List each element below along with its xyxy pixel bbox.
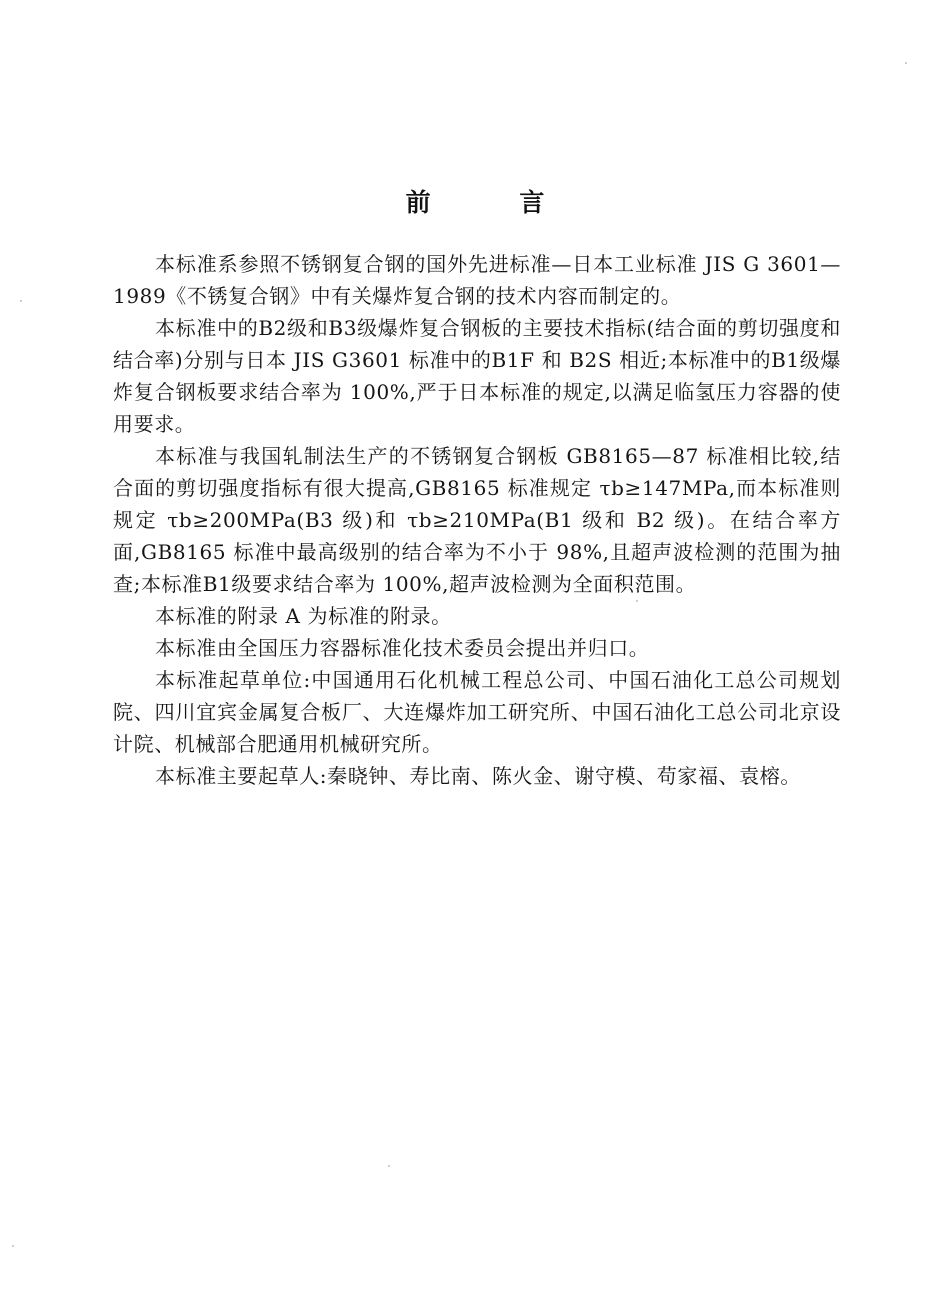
paragraph-comparison-gb8165: 本标准与我国轧制法生产的不锈钢复合钢板 GB8165—87 标准相比较,结合面的剪切强度指标有很大提高,GB8165 标准规定 τb≥147MPa,而本标准则规定 τb≥200MPa(B3 级)和 τb≥210MPa(B1 级和 B2 级)。在结合率方面,GB8165 标准中最高级别的结合率为不小于 98%,且超声波检测的范围为抽查;本标准B1级要求结合率为 100%,超声波检测为全面积范围。 xyxy=(113,444,841,596)
paragraph-proposer: 本标准由全国压力容器标准化技术委员会提出并归口。 xyxy=(155,636,650,660)
paragraph-reference-standard: 本标准系参照不锈钢复合钢的国外先进标准—日本工业标准 JIS G 3601—1989《不锈复合钢》中有关爆炸复合钢的技术内容而制定的。 xyxy=(113,252,841,308)
paragraph-appendix: 本标准的附录 A 为标准的附录。 xyxy=(155,604,452,628)
page-title: 前 言 xyxy=(405,188,585,217)
scan-speck xyxy=(636,600,638,602)
document-body xyxy=(113,248,841,792)
scan-speck xyxy=(12,1245,14,1247)
scan-speck xyxy=(905,62,907,64)
scan-speck xyxy=(388,1165,390,1167)
scan-speck xyxy=(20,300,22,302)
paragraph-technical-indicators: 本标准中的B2级和B3级爆炸复合钢板的主要技术指标(结合面的剪切强度和结合率)分别与日本 JIS G3601 标准中的B1F 和 B2S 相近;本标准中的B1级爆炸复合钢板要求结合率为 100%,严于日本标准的规定,以满足临氢压力容器的使用要求。 xyxy=(113,316,841,436)
paragraph-drafting-units: 本标准起草单位:中国通用石化机械工程总公司、中国石油化工总公司规划院、四川宜宾金属复合板厂、大连爆炸加工研究所、中国石油化工总公司北京设计院、机械部合肥通用机械研究所。 xyxy=(113,668,841,756)
paragraph-drafters: 本标准主要起草人:秦晓钟、寿比南、陈火金、谢守模、苟家福、袁榕。 xyxy=(155,764,801,788)
